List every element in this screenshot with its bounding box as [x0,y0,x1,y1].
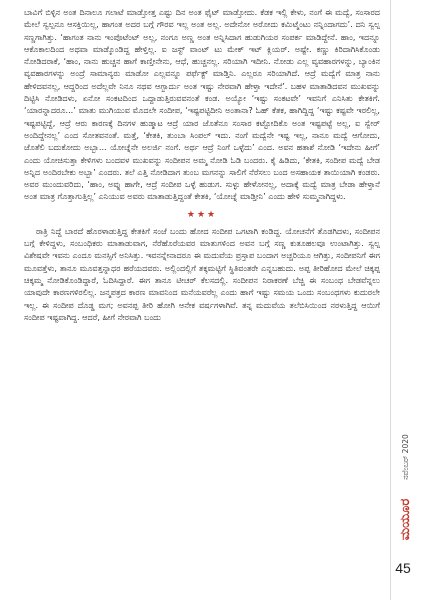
article-paragraph-1: ಬಾವಿಗೆ ಬಿಳ್ಳಿನ ಅಂತ ದಿನಾಲೂ ಗಲಾಟೆ ಮಾಡ್ತೋತ್ತ ಎಷ್ಟು ದಿನ ಅಂತ ಫೈಟ್ ಮಾಡ್ತೋದು. ಕೆಡಕ ಇಲ್ಲಿ ಕೇಳು, ನಂಗೆ ಈ ಮದ್ವೆ, ಸಂಸಾರದ ಮೇಲೆ ಸ್ವಲ್ಪನೂ ಆಸಕ್ತಿಯಿಲ್ಲ, ಹಾಗಂತ ಅದರ ಬಗ್ಗೆ ಗೌರವ ಇಲ್ಲ ಅಂತ ಅಲ್ಲ. ಅದೇನೋ ಅರೋದು ಕಮಿಟ್ಮೆಂಟು ನನ್ನಿಂದಾಗದು’. ದನಿ ಸ್ವಲ್ಪ ಸಣ್ಣಗಾಗಿತ್ತು. ‘ಹಾಗಂತ ನಾನು ಇಂಪೊಟೆಂಟ್ ಅಲ್ಲ, ನಂಗೂ ಅಣ್ಣ ಅಂತ ಅನ್ನಿಸಿದಾಗ ಹುಡುಗಿಯರ ಸಂಪರ್ಕ ಮಾಡಿದ್ದೇನೆ. ಹಾಂ, ಇದನ್ನೂ ಆಕೊಕಾಲದಿಂದ ಅಥವಾ ಮಾಡ್ಕೊಂಡಿದ್ದ ಹೇಳ್ತಿಲ್ಲ. ಐ ಜಸ್ಟ್ ವಾಂಟ್ ಟು ಮೇಕ್ ಇಟ್ ಕ್ಲಿಯರ್. ಅಷ್ಟೇ. ಕಣ್ಣು ಕಿರಿದಾಗಿಸಿಕೊಂಡು ನೋಡಿದರಾಕೆ, ‘ಹಾಂ, ನಾನು ಹುಚ್ಚನ ಹಾಗೆ ಕಾಣ್ತೀನೇನು, ಆಧೆ, ಹುಚ್ಚನಲ್ಲ. ಸರಿಯಾಗಿ ಇದೀನಿ. ನೋಡು ಎಲ್ಲ ವ್ಯವಹಾರಗಳನ್ನು, ಬ್ಯಾಂಕಿನ ವ್ಯವಹಾರಗಳನ್ನು ಅಂದ್ರೆ ಸಾಮಾನ್ಯರು ಮಾಡೋ ಎಲ್ಲವನ್ನೂ ಪರ್ಫೆಕ್ಟ್ ಮಾಡ್ತಿನಿ. ಎಲ್ಲರೂ ಸರಿಯಾಗಿದೆ. ಆದ್ರೆ ಮದ್ವೆಗೆ ಮಾತ್ರ ನಾನು ಹೇಳಿದವನಲ್ಲ, ಆದ್ದರಿಂದ ಅದೆಲ್ಲವೇ ನಿನೂ ನಥವ ಆಗ್ಬಾರ್ದು ಅಂತ ಇಷ್ಟು ನೇರವಾಗಿ ಹೇಳ್ತಾ ಇದೇನೆ’. ಬಹಳ ಮಾತಾಡಿದವನ ಮುಖವನ್ನು ದಿಟ್ಟಿಸಿ ನೋಡಿದಳು, ಏನೋ ಸಂಕಟದಿಂದ ಒದ್ದಾಡುತ್ತಿರುವವನಂತೆ ಕಂಡ. ಅಯ್ಯೋ ‘ಇಷ್ಟು ಸಂಕಟವೇ’ ಇವನಿಗೆ ಎನಿಸಿತು ಕೇತಕಿಗೆ. ‘ಯಾರನ್ನಾದರೂ...’ ಮಾತು ಮುಗಿಯುವ ಮೊದಲೇ ಸಂದೀಪ, ‘ಇಷ್ಟಪಟ್ಟಿದೀನಿ ಅಂತಾನಾ? ಓಹ್ ಕೆತಕ, ಹಾಗಿದ್ದಿದ್ದ ‘ಇಷ್ಟು ಕಷ್ಟವೇ ಇರಲಿಲ್ಲ, ಇಷ್ಟಪಟ್ಟಿದ್ದೆ, ಆದ್ರೆ ಆರು ಕಾರಣಕ್ಕೆ ದಿನಗಳ ಹುಡ್ಮಾಟ ಆದ್ರೆ ಯಾರ ಜೊತೆನೂ ಸಂಸಾರ ಕಟ್ಟೋದಿಕೊ ಅಂತ ಇಷ್ಟಪಟ್ಟೆ ಅಲ್ಲ, ಐ ಸ್ವೇರ್ ಅಂದಿದ್ದೇನಲ್ಲ’ ಎಂದ ಸೋತವನಂತೆ. ಮತ್ತೆ, ‘ಕೇತಕಿ, ತುಂಬಾ ಸಿಂಪಲ್ ಇದು. ನಂಗೆ ಮದ್ವೆನೇ ಇಷ್ಟ ಇಲ್ಲ, ನಾನೂ ಮದ್ವೆ ಆಗೋದು, ಜೊತೆಲಿ ಬದುಕೋದು ಅಬ್ಬಾ... ಯೋಚ್ನೆನೇ ಅಲರ್ಜಿ ನಂಗೆ. ಅರ್ಥ ಆದ್ರೆ ನಿಂಗೆ ಒಳ್ಳೆದು’ ಎಂದ. ಅವನ ಹತಾಶೆ ನೋಡಿ ‘ಇದೇನು ಹೀಗೆ’ ಎಂದು ಯೋಚಿಸುತ್ತಾ ಕೇಳಿಗಳು ಬಂದವಳ ಮುಖವನ್ನು ಸಂದೀಪನ ಅಮ್ಮ ನೋಡಿ ಓಡಿ ಬಂದರು. ಕೈ ಹಿಡಿದು, ‘ಕೇತಕಿ, ಸಂದೀಪ ಮದ್ವೆ ಬೇಡ ಅನ್ನಿದ ಅಂದಿರಬೇಕು ಅಬ್ಬಾ’ ಎಂದರು. ತಲೆ ಎತ್ತಿ ನೋಡಿದಾಗ ತುಂಬ ಮಗನನ್ನು ಸಾಲಿಗೆ ನೆರೆಸಲು ಬಂದ ಅಸಹಾಯಕ ತಾಯಿಯಾಗಿ ಕಂಡರು. ಅವರ ಮುಂದುವರಿದು, ‘ಹಾಂ, ಅವ್ನು ಹಾಗೇ, ಆದ್ರೆ ಸಂದೀಪ ಒಳ್ಳೆ ಹುಡುಗ. ಸುಳ್ಳು ಹೇಳೋನಲ್ಲ, ಅದಾಕ್ಕೆ ಮದ್ವೆ ಮಾತ್ರ ಬೇಡಾ ಹೇಳ್ತಾನೆ ಅಂತ ಮಾತ್ರ ಗೊತ್ತಾಗುತ್ತಿಲ್ಲ’ ಎನಿಯುವ ಅವರು ಮಾತಾಡುತ್ತಿದ್ದಂತೆ ಕೇತಕಿ, ‘ಯೋಚ್ನೆ ಮಾಡ್ತೀನಿ’ ಎಂದು ಹೇಳಿ ಸುಮ್ಮನಾಗಿದ್ದಳು. [24,7,380,202]
magazine-name: ಮಯೂರ [398,498,414,540]
issue-date [396,428,416,486]
page-number: 45 [395,560,411,576]
side-divider [390,0,391,600]
section-separator: ★★★ [186,209,218,220]
article-paragraph-2: ರಾತ್ರಿ ನಿದ್ದೆ ಬಾರದೆ ಹೊರಳಾಡುತ್ತಿದ್ದ ಕೇತಕಿಗೆ ಸಂಜೆ ಬಂದು ಹೋದ ಸಂದೀಪ ಒಗಟಾಗಿ ಕಂಡಿದ್ದ. ಯೋಚನೆಗೆ ತೊಡಗಿದಳು, ಸಂದೀಪನ ಬಗ್ಗೆ ಕೇಳಿದ್ದಳು, ಸಂಬಂಧಿಕರು ಮಾತಾಡುವಾಗ, ನೆರೆಹೊರೆಯವರ ಮಾತುಗಳಿಂದ ಅವನ ಬಗ್ಗೆ ಸಣ್ಣ ಕುತೂಹಲವೂ ಉಂಟಾಗಿತ್ತು. ಸ್ವಲ್ಪ ವಿಶೇಷವೇ ಇವನು ಎಂದೂ ಮನಸ್ಸಿಗೆ ಅನಿಸಿತ್ತು. ಇವನನ್ನೇನಾದರೂ ಈ ಮದುವೆಯ ಪ್ರಸ್ತಾಪ ಬಂದಾಗ ಅಚ್ಚರಿಯೂ ಆಗಿತ್ತು, ಸಂದೀಪನಿಗೆ ಈಗ ಮೂವತ್ತೆಳು, ತಾನೂ ಮೂವತ್ತನ್ನಾಧರ ಹರೆಯದವರು. ಅಲ್ಲಿಂದಲ್ಲಿಗೆ ತಕ್ಕಮಟ್ಟಿಗೆ ಸ್ಥಿತಿವಂತರೇ ಎನ್ನಬಹುದು. ಅಪ್ಪ ತೀರಿಹೋದ ಮೇಲೆ ಚಿಕ್ಕಪ್ಪ ಚಿಕ್ಕಮ್ಮ ನೋಡಿಕೊಂಡಿದ್ದಾರೆ, ಓದಿಸಿದ್ದಾರೆ. ಈಗ ತಾನೂ ಟೀಚರ್ ಕೆಲಸದಲ್ಲಿ. ಸಂದೀಪನ ನಿರಾಕರಣೆ ಬೆಚ್ಚಿ ಈ ಸಂಬಂಧ ಬೇಡವೆನ್ನಲು ಯಾವುದೇ ಕಾರಣಗಳಿರಲಿಲ್ಲ. ಜನ್ಮಪತ್ರದ ಕಾರಣ ಮಾವನಿಂದ ಮನೆಯವರೆಲ್ಲ ಎಂದು ಹಾಗೆ ಇಷ್ಟು ಸಮಯ ಒಂದು ಸಂಬಂಧಗಳು ಕುದುರಲೇ ಇಲ್ಲ. ಈ ಸಂದೀಪ ದೊಡ್ಡ ಮಗ; ಅವನಪ್ಪ ತೀರಿ ಹೋಗಿ ಆನೇಕ ವರ್ಷಗಳಾಗಿವೆ. ತನ್ನ ಮದುವೆಯ ತಲೆಬಿಸಿಯಿಂದ ನರಳುತ್ತಿದ್ದ ಆಯಿಗೆ ಸಂದೀಪ ಇಷ್ಟವಾಗಿದ್ದ. ಆದರೆ, ಹೀಗೆ ನೇರವಾಗಿ ಬಂದು [24,225,380,322]
article-body [24,6,380,323]
magazine-logo [396,488,416,550]
issue-date-label: ನವೆಂಬರ್ 2020 [401,434,410,480]
